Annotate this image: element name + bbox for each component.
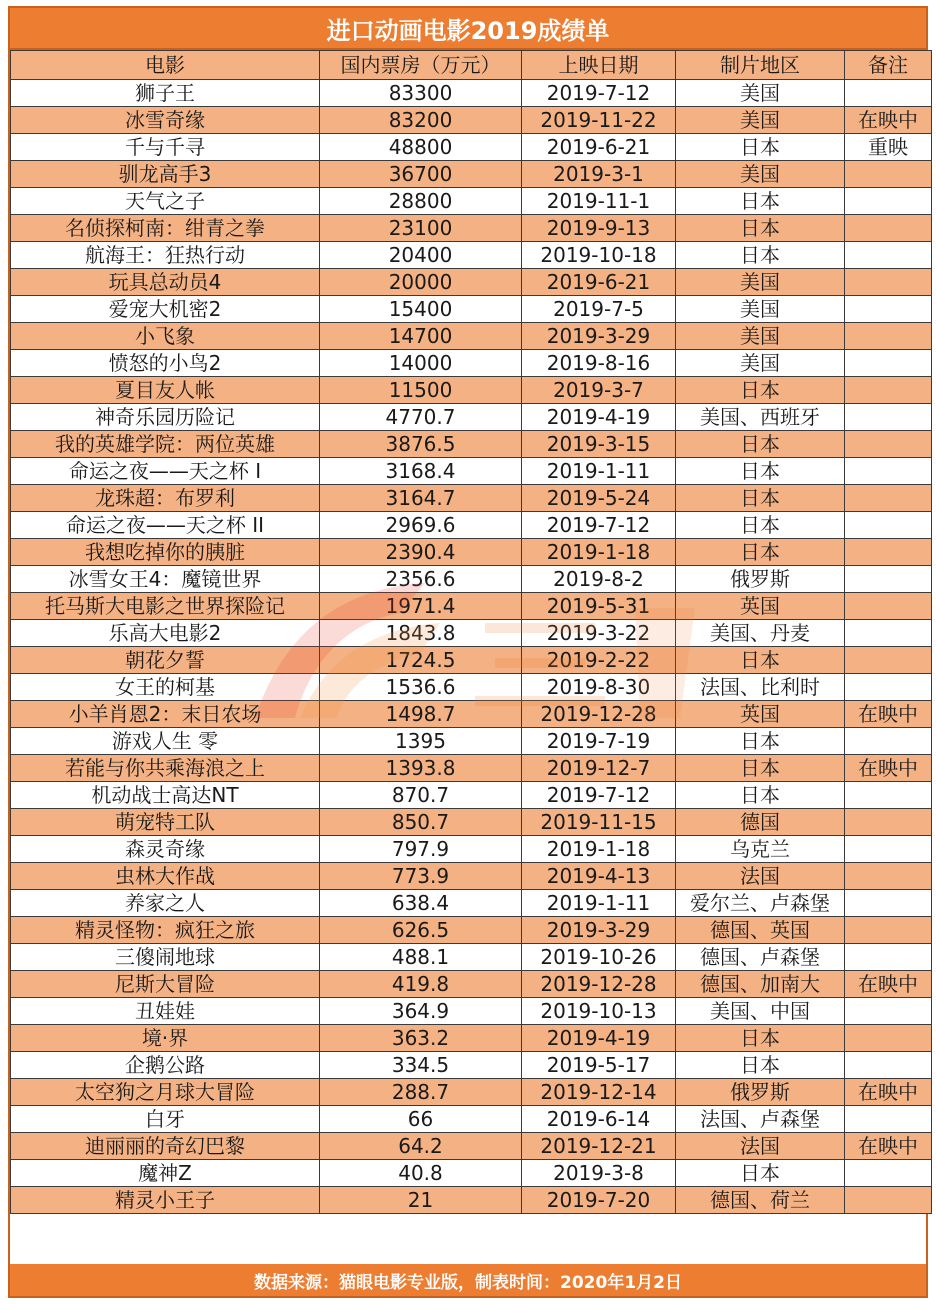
cell-film-title: 养家之人 bbox=[11, 890, 320, 917]
cell-film-title: 龙珠超：布罗利 bbox=[11, 485, 320, 512]
cell-release-date: 2019-12-7 bbox=[522, 755, 676, 782]
cell-release-date: 2019-12-21 bbox=[522, 1133, 676, 1160]
table-row bbox=[11, 566, 932, 593]
table-row bbox=[11, 593, 932, 620]
cell-film-title: 命运之夜——天之杯 I bbox=[11, 458, 320, 485]
cell-release-date: 2019-5-31 bbox=[522, 593, 676, 620]
cell-release-date: 2019-3-29 bbox=[522, 917, 676, 944]
cell-film-title: 千与千寻 bbox=[11, 134, 320, 161]
cell-note bbox=[845, 1106, 932, 1133]
cell-note bbox=[845, 377, 932, 404]
cell-box-office: 3876.5 bbox=[320, 431, 522, 458]
cell-film-title: 小飞象 bbox=[11, 323, 320, 350]
cell-release-date: 2019-5-17 bbox=[522, 1052, 676, 1079]
cell-region: 法国、卢森堡 bbox=[676, 1106, 845, 1133]
table-row bbox=[11, 458, 932, 485]
cell-box-office: 36700 bbox=[320, 161, 522, 188]
table-body bbox=[11, 80, 932, 1214]
cell-release-date: 2019-6-21 bbox=[522, 269, 676, 296]
cell-box-office: 638.4 bbox=[320, 890, 522, 917]
table-row bbox=[11, 647, 932, 674]
cell-film-title: 航海王：狂热行动 bbox=[11, 242, 320, 269]
cell-release-date: 2019-3-7 bbox=[522, 377, 676, 404]
cell-box-office: 288.7 bbox=[320, 1079, 522, 1106]
table-row bbox=[11, 998, 932, 1025]
cell-note: 在映中 bbox=[845, 1133, 932, 1160]
cell-release-date: 2019-8-2 bbox=[522, 566, 676, 593]
column-header-note: 备注 bbox=[845, 51, 932, 80]
cell-film-title: 女王的柯基 bbox=[11, 674, 320, 701]
cell-box-office: 20400 bbox=[320, 242, 522, 269]
cell-region: 日本 bbox=[676, 215, 845, 242]
cell-film-title: 虫林大作战 bbox=[11, 863, 320, 890]
cell-film-title: 名侦探柯南：绀青之拳 bbox=[11, 215, 320, 242]
cell-region: 日本 bbox=[676, 188, 845, 215]
cell-note bbox=[845, 242, 932, 269]
cell-film-title: 冰雪奇缘 bbox=[11, 107, 320, 134]
cell-note bbox=[845, 620, 932, 647]
cell-region: 美国 bbox=[676, 269, 845, 296]
table-row bbox=[11, 107, 932, 134]
cell-film-title: 天气之子 bbox=[11, 188, 320, 215]
cell-note bbox=[845, 647, 932, 674]
table-row bbox=[11, 188, 932, 215]
cell-region: 法国 bbox=[676, 1133, 845, 1160]
cell-note bbox=[845, 809, 932, 836]
cell-note bbox=[845, 323, 932, 350]
cell-box-office: 28800 bbox=[320, 188, 522, 215]
cell-note bbox=[845, 1160, 932, 1187]
cell-note: 在映中 bbox=[845, 701, 932, 728]
cell-box-office: 364.9 bbox=[320, 998, 522, 1025]
cell-box-office: 1395 bbox=[320, 728, 522, 755]
cell-region: 日本 bbox=[676, 485, 845, 512]
cell-note bbox=[845, 1025, 932, 1052]
cell-region: 美国、中国 bbox=[676, 998, 845, 1025]
cell-film-title: 小羊肖恩2：末日农场 bbox=[11, 701, 320, 728]
table-header-row bbox=[11, 51, 932, 80]
cell-note bbox=[845, 161, 932, 188]
cell-film-title: 丑娃娃 bbox=[11, 998, 320, 1025]
cell-region: 俄罗斯 bbox=[676, 566, 845, 593]
cell-note bbox=[845, 539, 932, 566]
cell-film-title: 驯龙高手3 bbox=[11, 161, 320, 188]
cell-box-office: 1971.4 bbox=[320, 593, 522, 620]
cell-region: 日本 bbox=[676, 728, 845, 755]
cell-film-title: 游戏人生 零 bbox=[11, 728, 320, 755]
cell-region: 德国、卢森堡 bbox=[676, 944, 845, 971]
cell-note bbox=[845, 80, 932, 107]
table-row bbox=[11, 323, 932, 350]
cell-film-title: 愤怒的小鸟2 bbox=[11, 350, 320, 377]
cell-release-date: 2019-7-12 bbox=[522, 80, 676, 107]
cell-note bbox=[845, 431, 932, 458]
column-header-region: 制片地区 bbox=[676, 51, 845, 80]
column-header-box-office: 国内票房（万元） bbox=[320, 51, 522, 80]
cell-film-title: 狮子王 bbox=[11, 80, 320, 107]
cell-region: 美国 bbox=[676, 350, 845, 377]
cell-film-title: 太空狗之月球大冒险 bbox=[11, 1079, 320, 1106]
cell-film-title: 境·界 bbox=[11, 1025, 320, 1052]
cell-region: 日本 bbox=[676, 782, 845, 809]
data-source-footer: 数据来源：猫眼电影专业版，制表时间：2020年1月2日 bbox=[10, 1264, 926, 1296]
cell-region: 日本 bbox=[676, 1025, 845, 1052]
cell-film-title: 三傻闹地球 bbox=[11, 944, 320, 971]
cell-box-office: 64.2 bbox=[320, 1133, 522, 1160]
column-header-film: 电影 bbox=[11, 51, 320, 80]
cell-box-office: 4770.7 bbox=[320, 404, 522, 431]
cell-region: 美国、丹麦 bbox=[676, 620, 845, 647]
cell-note: 在映中 bbox=[845, 971, 932, 998]
cell-box-office: 2390.4 bbox=[320, 539, 522, 566]
table-row bbox=[11, 836, 932, 863]
cell-note bbox=[845, 917, 932, 944]
cell-note bbox=[845, 782, 932, 809]
cell-release-date: 2019-1-18 bbox=[522, 836, 676, 863]
cell-region: 美国 bbox=[676, 107, 845, 134]
cell-region: 德国、加南大 bbox=[676, 971, 845, 998]
cell-region: 日本 bbox=[676, 458, 845, 485]
cell-release-date: 2019-7-12 bbox=[522, 512, 676, 539]
cell-release-date: 2019-12-14 bbox=[522, 1079, 676, 1106]
cell-release-date: 2019-3-22 bbox=[522, 620, 676, 647]
cell-film-title: 魔神Z bbox=[11, 1160, 320, 1187]
cell-region: 乌克兰 bbox=[676, 836, 845, 863]
cell-film-title: 企鹅公路 bbox=[11, 1052, 320, 1079]
cell-box-office: 1536.6 bbox=[320, 674, 522, 701]
cell-box-office: 14700 bbox=[320, 323, 522, 350]
table-row bbox=[11, 755, 932, 782]
cell-film-title: 迪丽丽的奇幻巴黎 bbox=[11, 1133, 320, 1160]
cell-region: 德国、英国 bbox=[676, 917, 845, 944]
cell-note: 重映 bbox=[845, 134, 932, 161]
cell-box-office: 48800 bbox=[320, 134, 522, 161]
cell-film-title: 夏目友人帐 bbox=[11, 377, 320, 404]
cell-region: 日本 bbox=[676, 647, 845, 674]
table-row bbox=[11, 269, 932, 296]
cell-release-date: 2019-1-11 bbox=[522, 890, 676, 917]
cell-box-office: 3168.4 bbox=[320, 458, 522, 485]
cell-box-office: 1843.8 bbox=[320, 620, 522, 647]
cell-box-office: 3164.7 bbox=[320, 485, 522, 512]
table-row bbox=[11, 539, 932, 566]
cell-region: 日本 bbox=[676, 134, 845, 161]
cell-note bbox=[845, 485, 932, 512]
table-row bbox=[11, 485, 932, 512]
cell-note: 在映中 bbox=[845, 755, 932, 782]
table-row bbox=[11, 296, 932, 323]
cell-note: 在映中 bbox=[845, 1079, 932, 1106]
cell-release-date: 2019-12-28 bbox=[522, 701, 676, 728]
cell-release-date: 2019-3-1 bbox=[522, 161, 676, 188]
cell-note bbox=[845, 593, 932, 620]
cell-note bbox=[845, 296, 932, 323]
cell-release-date: 2019-11-22 bbox=[522, 107, 676, 134]
table-row bbox=[11, 161, 932, 188]
cell-box-office: 15400 bbox=[320, 296, 522, 323]
box-office-table bbox=[10, 50, 932, 1214]
table-row bbox=[11, 1052, 932, 1079]
box-office-sheet bbox=[8, 6, 928, 1298]
table-row bbox=[11, 863, 932, 890]
cell-box-office: 83300 bbox=[320, 80, 522, 107]
table-row bbox=[11, 809, 932, 836]
cell-release-date: 2019-7-12 bbox=[522, 782, 676, 809]
table-row bbox=[11, 917, 932, 944]
cell-film-title: 朝花夕誓 bbox=[11, 647, 320, 674]
table-row bbox=[11, 1133, 932, 1160]
cell-release-date: 2019-6-21 bbox=[522, 134, 676, 161]
table-row bbox=[11, 377, 932, 404]
cell-note bbox=[845, 836, 932, 863]
cell-release-date: 2019-6-14 bbox=[522, 1106, 676, 1133]
cell-region: 美国 bbox=[676, 323, 845, 350]
cell-region: 英国 bbox=[676, 593, 845, 620]
table-row bbox=[11, 944, 932, 971]
cell-box-office: 626.5 bbox=[320, 917, 522, 944]
cell-region: 美国、西班牙 bbox=[676, 404, 845, 431]
cell-region: 法国、比利时 bbox=[676, 674, 845, 701]
table-row bbox=[11, 674, 932, 701]
cell-note bbox=[845, 188, 932, 215]
cell-note bbox=[845, 674, 932, 701]
sheet-title: 进口动画电影2019成绩单 bbox=[10, 8, 926, 50]
cell-region: 美国 bbox=[676, 161, 845, 188]
cell-film-title: 尼斯大冒险 bbox=[11, 971, 320, 998]
cell-release-date: 2019-4-19 bbox=[522, 1025, 676, 1052]
cell-film-title: 若能与你共乘海浪之上 bbox=[11, 755, 320, 782]
table-row bbox=[11, 80, 932, 107]
cell-release-date: 2019-1-11 bbox=[522, 458, 676, 485]
cell-note bbox=[845, 269, 932, 296]
table-row bbox=[11, 782, 932, 809]
cell-region: 德国 bbox=[676, 809, 845, 836]
cell-region: 日本 bbox=[676, 539, 845, 566]
cell-box-office: 1393.8 bbox=[320, 755, 522, 782]
table-row bbox=[11, 1106, 932, 1133]
cell-note bbox=[845, 863, 932, 890]
cell-note bbox=[845, 404, 932, 431]
cell-note bbox=[845, 998, 932, 1025]
cell-box-office: 23100 bbox=[320, 215, 522, 242]
table-row bbox=[11, 1187, 932, 1214]
cell-note bbox=[845, 566, 932, 593]
cell-film-title: 神奇乐园历险记 bbox=[11, 404, 320, 431]
table-row bbox=[11, 890, 932, 917]
cell-region: 法国 bbox=[676, 863, 845, 890]
cell-note bbox=[845, 512, 932, 539]
cell-box-office: 870.7 bbox=[320, 782, 522, 809]
cell-release-date: 2019-8-30 bbox=[522, 674, 676, 701]
cell-release-date: 2019-10-26 bbox=[522, 944, 676, 971]
cell-release-date: 2019-1-18 bbox=[522, 539, 676, 566]
cell-box-office: 20000 bbox=[320, 269, 522, 296]
cell-release-date: 2019-9-13 bbox=[522, 215, 676, 242]
cell-region: 日本 bbox=[676, 1052, 845, 1079]
cell-film-title: 机动战士高达NT bbox=[11, 782, 320, 809]
cell-film-title: 冰雪女王4：魔镜世界 bbox=[11, 566, 320, 593]
table-row bbox=[11, 512, 932, 539]
cell-region: 爱尔兰、卢森堡 bbox=[676, 890, 845, 917]
cell-region: 日本 bbox=[676, 1160, 845, 1187]
table-row bbox=[11, 215, 932, 242]
cell-box-office: 334.5 bbox=[320, 1052, 522, 1079]
cell-film-title: 玩具总动员4 bbox=[11, 269, 320, 296]
cell-note bbox=[845, 215, 932, 242]
cell-film-title: 精灵怪物：疯狂之旅 bbox=[11, 917, 320, 944]
cell-film-title: 爱宠大机密2 bbox=[11, 296, 320, 323]
cell-release-date: 2019-3-8 bbox=[522, 1160, 676, 1187]
table-row bbox=[11, 971, 932, 998]
cell-region: 日本 bbox=[676, 431, 845, 458]
table-row bbox=[11, 1079, 932, 1106]
cell-box-office: 40.8 bbox=[320, 1160, 522, 1187]
cell-release-date: 2019-7-19 bbox=[522, 728, 676, 755]
cell-release-date: 2019-12-28 bbox=[522, 971, 676, 998]
cell-note bbox=[845, 1052, 932, 1079]
cell-box-office: 488.1 bbox=[320, 944, 522, 971]
cell-release-date: 2019-11-15 bbox=[522, 809, 676, 836]
table-row bbox=[11, 1025, 932, 1052]
cell-region: 俄罗斯 bbox=[676, 1079, 845, 1106]
cell-note bbox=[845, 458, 932, 485]
cell-box-office: 1498.7 bbox=[320, 701, 522, 728]
cell-box-office: 2969.6 bbox=[320, 512, 522, 539]
cell-film-title: 我的英雄学院：两位英雄 bbox=[11, 431, 320, 458]
cell-note: 在映中 bbox=[845, 107, 932, 134]
cell-region: 日本 bbox=[676, 377, 845, 404]
cell-film-title: 白牙 bbox=[11, 1106, 320, 1133]
cell-region: 日本 bbox=[676, 242, 845, 269]
cell-film-title: 我想吃掉你的胰脏 bbox=[11, 539, 320, 566]
cell-release-date: 2019-3-15 bbox=[522, 431, 676, 458]
cell-box-office: 14000 bbox=[320, 350, 522, 377]
cell-release-date: 2019-7-5 bbox=[522, 296, 676, 323]
cell-film-title: 森灵奇缘 bbox=[11, 836, 320, 863]
cell-region: 美国 bbox=[676, 80, 845, 107]
table-row bbox=[11, 620, 932, 647]
cell-box-office: 66 bbox=[320, 1106, 522, 1133]
table-row bbox=[11, 350, 932, 377]
cell-release-date: 2019-8-16 bbox=[522, 350, 676, 377]
cell-release-date: 2019-7-20 bbox=[522, 1187, 676, 1214]
cell-note bbox=[845, 1187, 932, 1214]
cell-region: 美国 bbox=[676, 296, 845, 323]
cell-film-title: 萌宠特工队 bbox=[11, 809, 320, 836]
cell-release-date: 2019-10-13 bbox=[522, 998, 676, 1025]
cell-box-office: 11500 bbox=[320, 377, 522, 404]
cell-note bbox=[845, 350, 932, 377]
cell-box-office: 363.2 bbox=[320, 1025, 522, 1052]
cell-box-office: 419.8 bbox=[320, 971, 522, 998]
cell-box-office: 21 bbox=[320, 1187, 522, 1214]
table-row bbox=[11, 1160, 932, 1187]
cell-box-office: 83200 bbox=[320, 107, 522, 134]
table-row bbox=[11, 431, 932, 458]
cell-film-title: 托马斯大电影之世界探险记 bbox=[11, 593, 320, 620]
cell-region: 日本 bbox=[676, 512, 845, 539]
cell-box-office: 1724.5 bbox=[320, 647, 522, 674]
cell-release-date: 2019-10-18 bbox=[522, 242, 676, 269]
cell-region: 日本 bbox=[676, 755, 845, 782]
cell-region: 英国 bbox=[676, 701, 845, 728]
cell-film-title: 命运之夜——天之杯 II bbox=[11, 512, 320, 539]
cell-note bbox=[845, 890, 932, 917]
cell-release-date: 2019-3-29 bbox=[522, 323, 676, 350]
cell-box-office: 773.9 bbox=[320, 863, 522, 890]
cell-release-date: 2019-4-13 bbox=[522, 863, 676, 890]
cell-film-title: 乐高大电影2 bbox=[11, 620, 320, 647]
column-header-release-date: 上映日期 bbox=[522, 51, 676, 80]
table-row bbox=[11, 404, 932, 431]
cell-box-office: 797.9 bbox=[320, 836, 522, 863]
cell-release-date: 2019-11-1 bbox=[522, 188, 676, 215]
cell-note bbox=[845, 728, 932, 755]
cell-release-date: 2019-5-24 bbox=[522, 485, 676, 512]
cell-release-date: 2019-2-22 bbox=[522, 647, 676, 674]
cell-region: 德国、荷兰 bbox=[676, 1187, 845, 1214]
table-row bbox=[11, 728, 932, 755]
table-row bbox=[11, 242, 932, 269]
cell-film-title: 精灵小王子 bbox=[11, 1187, 320, 1214]
table-row bbox=[11, 701, 932, 728]
table-row bbox=[11, 134, 932, 161]
cell-box-office: 850.7 bbox=[320, 809, 522, 836]
cell-release-date: 2019-4-19 bbox=[522, 404, 676, 431]
cell-box-office: 2356.6 bbox=[320, 566, 522, 593]
cell-note bbox=[845, 944, 932, 971]
